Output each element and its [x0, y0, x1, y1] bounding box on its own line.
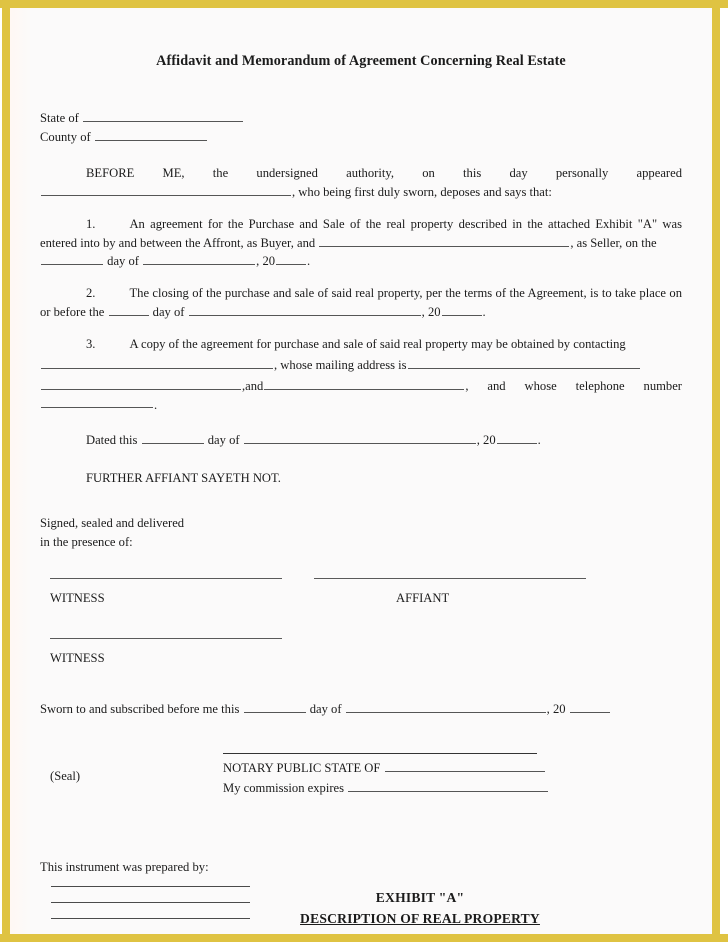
notary-commission-label: My commission expires	[223, 780, 345, 795]
dated-year-blank[interactable]	[497, 431, 537, 444]
state-line	[40, 109, 682, 128]
sworn-subscribed-line	[40, 700, 682, 719]
dated-day-blank[interactable]	[142, 431, 204, 444]
state-label: State of	[40, 111, 79, 126]
signature-row-2	[40, 638, 682, 672]
dated-line	[40, 431, 682, 450]
paragraph-2-text-b: day of	[152, 305, 185, 320]
paragraph-1-text-e: .	[307, 254, 311, 269]
notary-commission-line	[223, 779, 549, 798]
notary-signature-rule[interactable]	[223, 753, 537, 754]
exhibit-title: EXHIBIT "A"	[375, 889, 465, 905]
sworn-lead: Sworn to and subscribed before me this	[40, 701, 240, 716]
paragraph-1-text-a: An agreement for the Purchase and Sale of the real property described in the attached Exhibit "A" was entered into by and between the Affront, as Buyer, and	[40, 216, 682, 250]
sworn-month-blank[interactable]	[346, 700, 546, 713]
paragraph-1-year-blank[interactable]	[276, 252, 306, 265]
contact-name-blank[interactable]	[41, 356, 273, 369]
paragraph-1-text-b: , as Seller, on the	[570, 235, 657, 250]
document-sheet	[10, 8, 712, 934]
paragraph-3-text-e: .	[154, 397, 158, 412]
paragraph-3-number: 3.	[86, 336, 96, 351]
paragraph-2-month-blank[interactable]	[189, 303, 421, 316]
signed-line-1: Signed, sealed and delivered	[40, 516, 185, 531]
prepared-by-rule-1[interactable]	[51, 886, 250, 887]
sworn-mid: day of	[309, 701, 342, 716]
county-label: County of	[40, 130, 91, 145]
paragraph-2	[40, 285, 682, 322]
paragraph-2-text-d: .	[482, 305, 486, 320]
prepared-by-label: This instrument was prepared by:	[40, 859, 209, 874]
paragraph-3-phone-line	[40, 377, 682, 415]
page-gutter-right	[720, 8, 728, 934]
notary-state-label: NOTARY PUBLIC STATE OF	[223, 760, 381, 775]
gold-border-left	[2, 0, 10, 942]
state-blank[interactable]	[83, 109, 243, 122]
paragraph-2-year-blank[interactable]	[442, 303, 482, 316]
paragraph-1	[40, 216, 682, 272]
dated-month-blank[interactable]	[244, 431, 476, 444]
notary-commission-blank[interactable]	[348, 779, 548, 792]
dated-lead: Dated this	[86, 433, 138, 448]
paragraph-2-number: 2.	[86, 286, 96, 301]
exhibit-subtitle: DESCRIPTION OF REAL PROPERTY	[300, 910, 540, 926]
affiant-signature-rule[interactable]	[314, 578, 586, 579]
signature-row-1	[40, 578, 682, 612]
notary-block	[40, 751, 682, 811]
paragraph-1-text-c: day of	[107, 254, 139, 269]
paragraph-1-text-d: , 20	[256, 254, 276, 269]
jurisdiction-block	[40, 109, 682, 147]
mailing-address-blank-1[interactable]	[408, 356, 640, 369]
witness-2-label: WITNESS	[50, 650, 105, 665]
notary-state-blank[interactable]	[385, 759, 545, 772]
paragraph-1-month-blank[interactable]	[143, 252, 255, 265]
dated-year-prefix: , 20	[476, 433, 496, 448]
paragraph-3-contact-line	[40, 356, 682, 375]
paragraph-1-number: 1.	[86, 216, 96, 231]
further-affiant-statement: FURTHER AFFIANT SAYETH NOT.	[86, 471, 281, 486]
dated-mid: day of	[207, 433, 240, 448]
paragraph-2-day-blank[interactable]	[109, 303, 149, 316]
signed-line-2: in the presence of:	[40, 534, 133, 549]
signed-sealed-block	[40, 514, 682, 552]
mailing-address-blank-3[interactable]	[264, 377, 464, 390]
seller-name-blank[interactable]	[319, 234, 569, 247]
sworn-day-blank[interactable]	[244, 700, 306, 713]
gold-border-right	[712, 0, 720, 942]
witness-1-signature-rule[interactable]	[50, 578, 282, 579]
witness-2-signature-rule[interactable]	[50, 638, 282, 639]
telephone-number-blank[interactable]	[41, 396, 153, 409]
intro-lead-text: BEFORE ME, the undersigned authority, on this day personally appeared	[86, 165, 682, 180]
seal-label: (Seal)	[50, 768, 81, 783]
affiant-label: AFFIANT	[396, 590, 450, 605]
witness-1-label: WITNESS	[50, 590, 105, 605]
appeared-name-blank[interactable]	[41, 183, 291, 196]
page-title: Affidavit and Memorandum of Agreement Concerning Real Estate	[156, 53, 566, 69]
mailing-address-blank-2[interactable]	[41, 377, 241, 390]
paragraph-1-day-blank[interactable]	[41, 252, 103, 265]
paragraph-3-text-d: , and whose telephone number	[465, 378, 682, 393]
intro-tail-text: , who being first duly sworn, deposes and says that:	[292, 184, 552, 199]
intro-paragraph	[40, 165, 682, 202]
exhibit-heading-block	[158, 888, 682, 929]
paragraph-3-text-b: , whose mailing address is	[274, 357, 407, 372]
sworn-year-blank[interactable]	[570, 700, 610, 713]
paragraph-2-text-a: The closing of the purchase and sale of said real property, per the terms of the Agreement, is to take place on or before the	[40, 286, 682, 320]
document-content	[10, 51, 712, 928]
paragraph-3	[40, 336, 682, 354]
county-blank[interactable]	[95, 128, 207, 141]
notary-state-line	[223, 759, 546, 778]
dated-tail: .	[537, 433, 541, 448]
paragraph-3-text-a: A copy of the agreement for purchase and sale of said real property may be obtained by contacting	[129, 336, 626, 351]
sworn-year-prefix: , 20	[546, 701, 566, 716]
paragraph-3-text-c: ,and	[242, 378, 264, 393]
paragraph-2-text-c: , 20	[421, 305, 441, 320]
county-line	[40, 128, 682, 147]
